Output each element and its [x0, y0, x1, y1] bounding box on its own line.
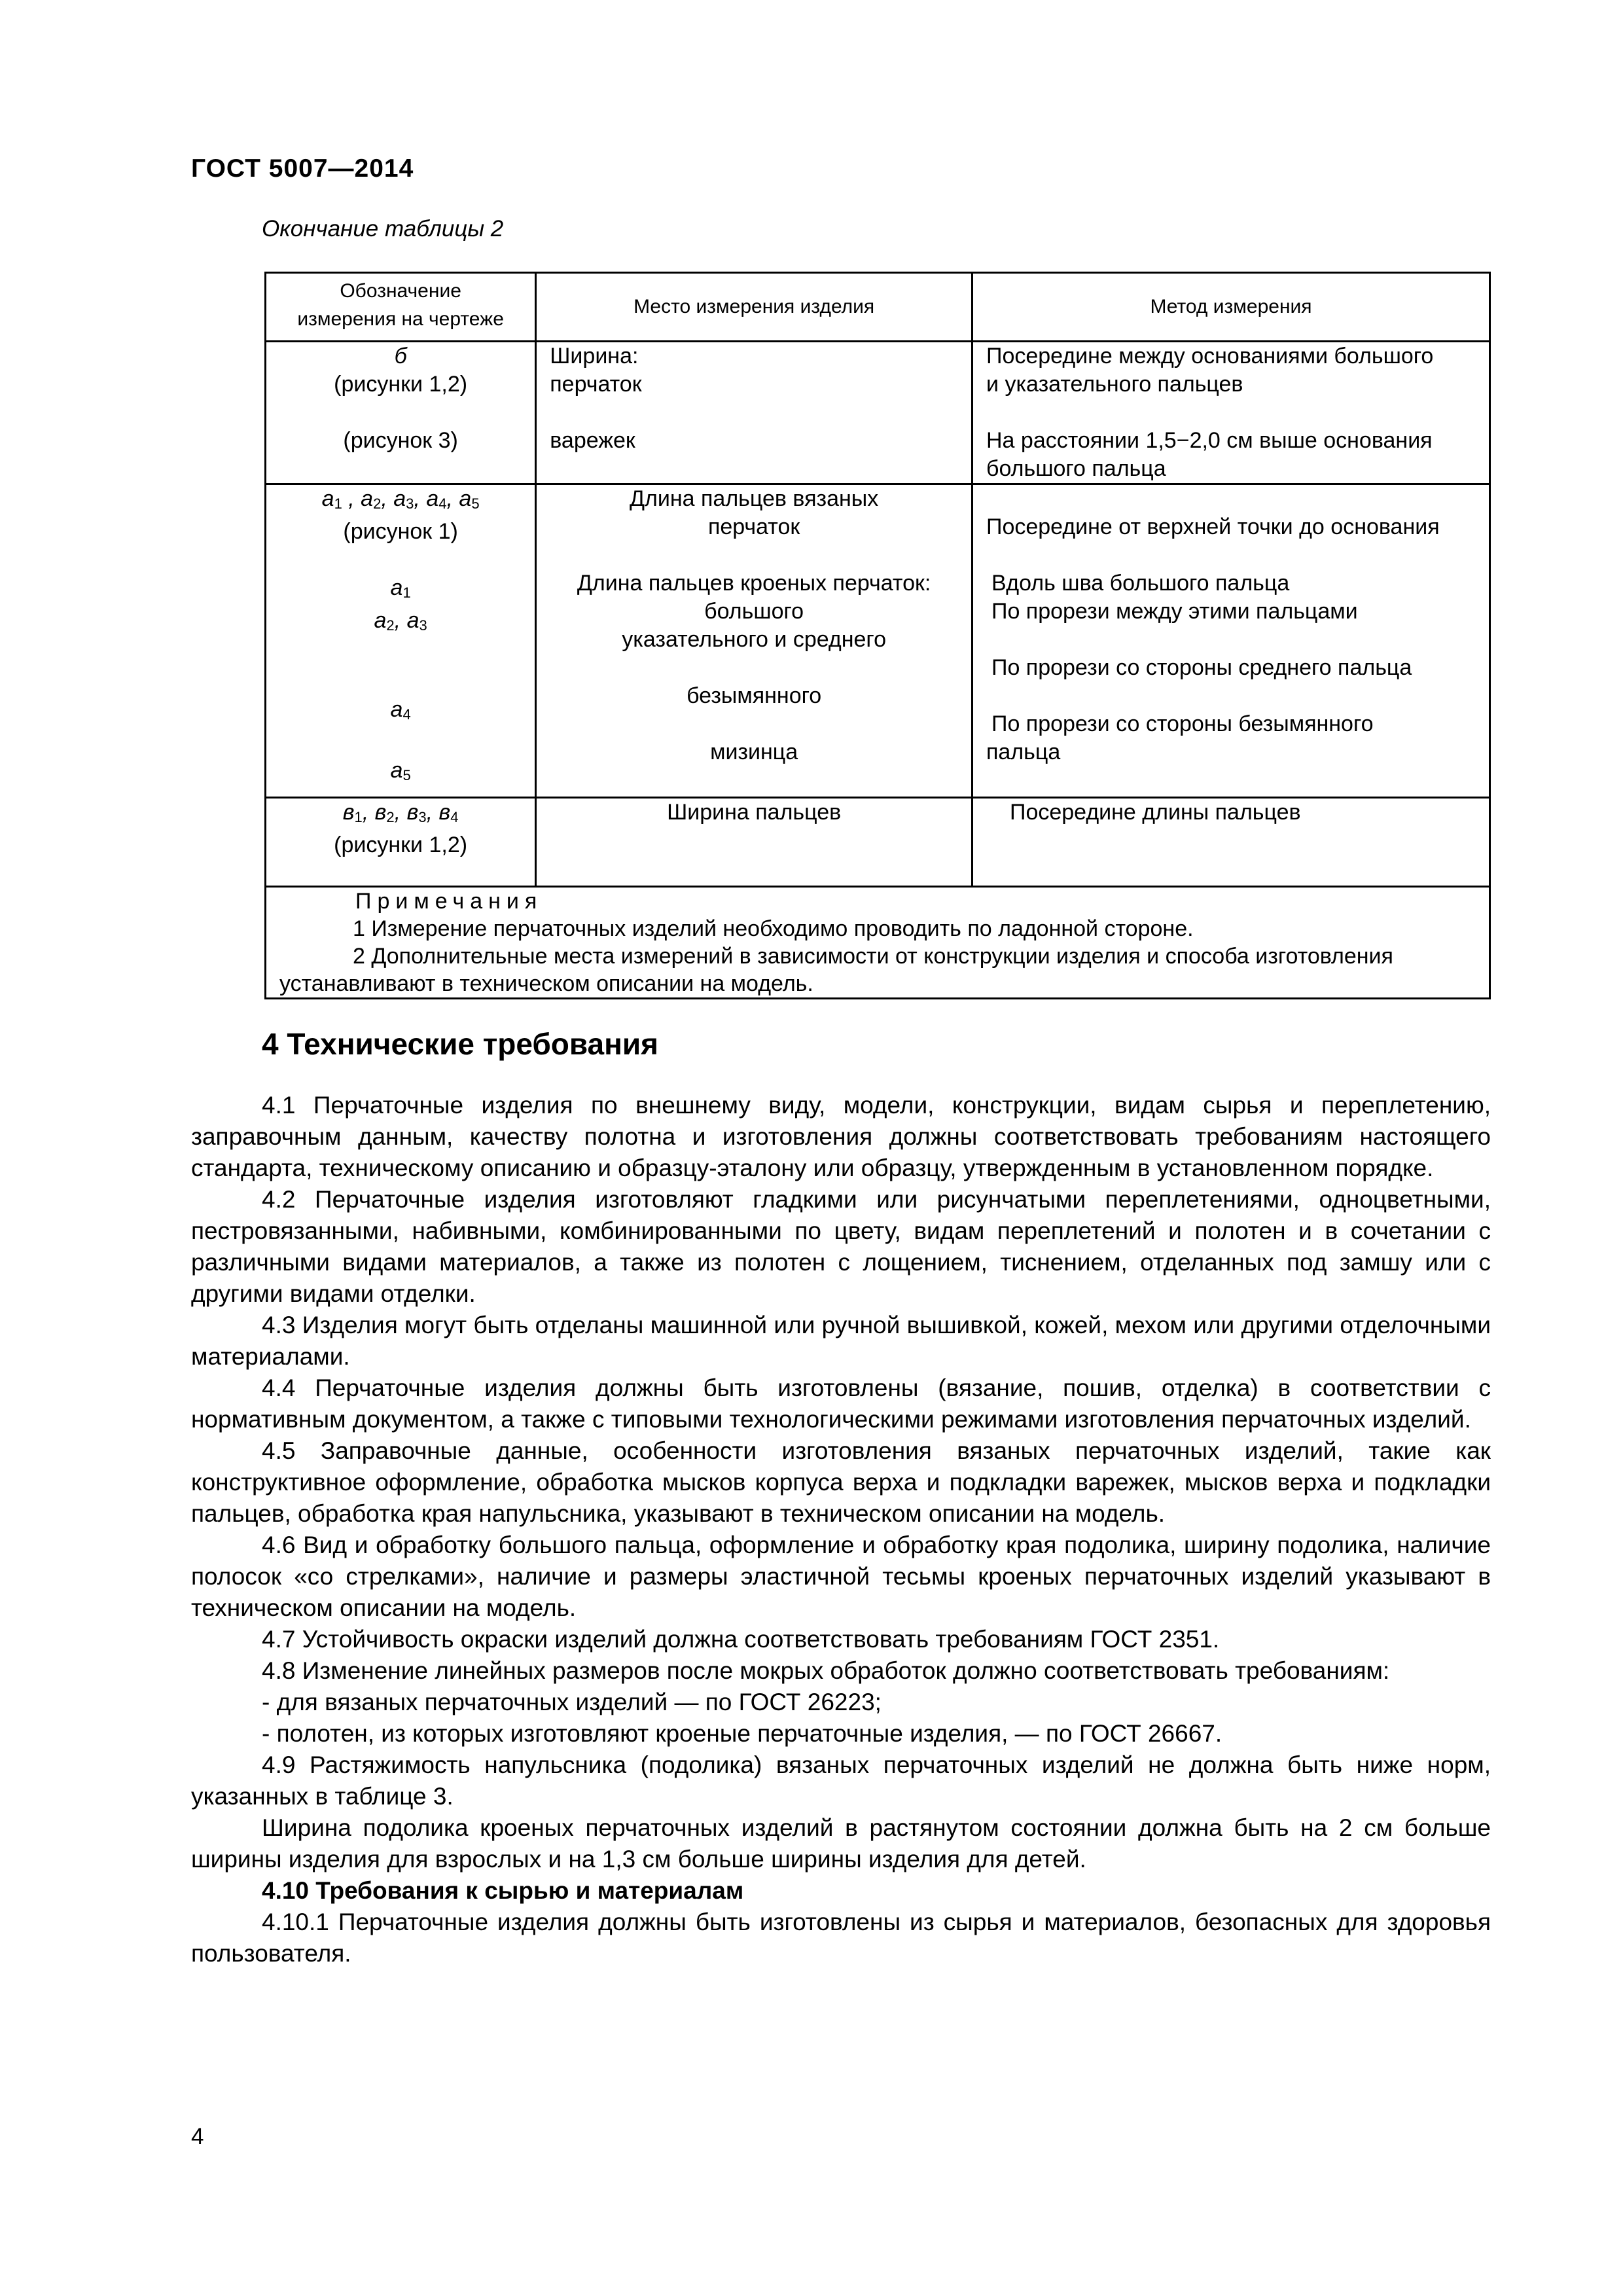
paragraph: 4.9 Растяжимость напульсника (подолика) вязаных перчаточных изделий не должна быть ниже норм, указанных в таблице 3.: [191, 1751, 1491, 1810]
paragraph: Ширина подолика кроеных перчаточных изделий в растянутом состоянии должна быть на 2 см больше ширины изделия для взрослых и на 1,3 см больше ширины изделия для детей.: [191, 1814, 1491, 1873]
section-title: 4 Технические требования: [262, 1027, 658, 1061]
designation-cell: а1 , а2, а3, а4, а5 (рисунок 1) а1 а2, а3 а4 а5: [266, 484, 536, 798]
paragraph: - для вязаных перчаточных изделий — по ГОСТ 26223;: [262, 1689, 882, 1715]
paragraph: 4.6 Вид и обработку большого пальца, оформление и обработку края подолика, ширину подолика, наличие полосок «со стрелками», наличие и размеры эластичной тесьмы кроеных перчаточных изделий указывают в техническом описании на модель.: [191, 1532, 1491, 1621]
table-row: [266, 484, 1490, 798]
designation-cell: в1, в2, в3, в4 (рисунки 1,2): [266, 798, 536, 887]
page-number: 4: [191, 2124, 204, 2149]
paragraph: 4.2 Перчаточные изделия изготовляют гладкими или рисунчатыми переплетениями, одноцветными, пестровязанными, набивными, комбинированными по цвету, видам переплетений и полотен и в сочетании с различными видами материалов, а также из полотен с лощением, тиснением, отделанных под замшу или с другими видами отделки.: [191, 1186, 1491, 1307]
note-2-cont: устанавливают в техническом описании на модель.: [279, 971, 813, 996]
notes-title: Примечания: [355, 889, 543, 914]
standard-code: ГОСТ 5007—2014: [191, 154, 414, 183]
table-row: [266, 798, 1490, 887]
method-cell: Посередине длины пальцев: [972, 798, 1490, 887]
measurement-table: [264, 272, 1491, 999]
table-header-row: [266, 273, 1490, 342]
header-method: Метод измерения: [972, 273, 1490, 342]
place-cell: Ширина пальцев: [536, 798, 972, 887]
place-cell: Длина пальцев вязаных перчаток Длина пальцев кроеных перчаток: большого указательного и среднего безымянного мизинца: [536, 484, 972, 798]
paragraph: 4.10.1 Перчаточные изделия должны быть изготовлены из сырья и материалов, безопасных для здоровья пользователя.: [191, 1909, 1491, 1967]
paragraph: 4.3 Изделия могут быть отделаны машинной или ручной вышивкой, кожей, мехом или другими отделочными материалами.: [191, 1312, 1491, 1370]
method-cell: Посередине от верхней точки до основания Вдоль шва большого пальца По прорези между этими пальцами По прорези со стороны среднего пальца По прорези со стороны безымянного пальца: [972, 484, 1490, 798]
paragraph: 4.5 Заправочные данные, особенности изготовления вязаных перчаточных изделий, такие как конструктивное оформление, обработка мысков корпуса верха и подкладки варежек, мысков верха и подкладки пальцев, обработка края напульсника, указывают в техническом описании на модель.: [191, 1437, 1491, 1527]
paragraph: 4.8 Изменение линейных размеров после мокрых обработок должно соответствовать требованиям:: [262, 1657, 1390, 1684]
method-cell: Посередине между основаниями большого и указательного пальцев На расстоянии 1,5−2,0 см выше основания большого пальца: [972, 342, 1490, 484]
designation-cell: б (рисунки 1,2) (рисунок 3): [266, 342, 536, 484]
paragraph: 4.7 Устойчивость окраски изделий должна соответствовать требованиям ГОСТ 2351.: [262, 1626, 1220, 1653]
header-place: Место измерения изделия: [536, 273, 972, 342]
note-2: 2 Дополнительные места измерений в зависимости от конструкции изделия и способа изготовления: [353, 944, 1393, 969]
notes-cell: [266, 887, 1490, 999]
paragraph: 4.4 Перчаточные изделия должны быть изготовлены (вязание, пошив, отделка) в соответствии с нормативным документом, а также с типовыми технологическими режимами изготовления перчаточных изделий.: [191, 1374, 1491, 1433]
note-1: 1 Измерение перчаточных изделий необходимо проводить по ладонной стороне.: [353, 916, 1194, 941]
table-row: [266, 342, 1490, 484]
paragraph: 4.1 Перчаточные изделия по внешнему виду, модели, конструкции, видам сырья и переплетению, заправочным данным, качеству полотна и изготовления должны соответствовать требованиям настоящего стандарта, техническому описанию и образцу-эталону или образцу, утвержденным в установленном порядке.: [191, 1092, 1491, 1181]
table-caption: Окончание таблицы 2: [262, 216, 504, 242]
paragraph: - полотен, из которых изготовляют кроеные перчаточные изделия, — по ГОСТ 26667.: [262, 1720, 1222, 1747]
header-designation: Обозначение измерения на чертеже: [266, 273, 536, 342]
place-cell: Ширина: перчаток варежек: [536, 342, 972, 484]
section-body: [191, 1090, 1491, 1969]
table-notes-row: [266, 887, 1490, 999]
subsection-title: 4.10 Требования к сырью и материалам: [262, 1877, 744, 1904]
